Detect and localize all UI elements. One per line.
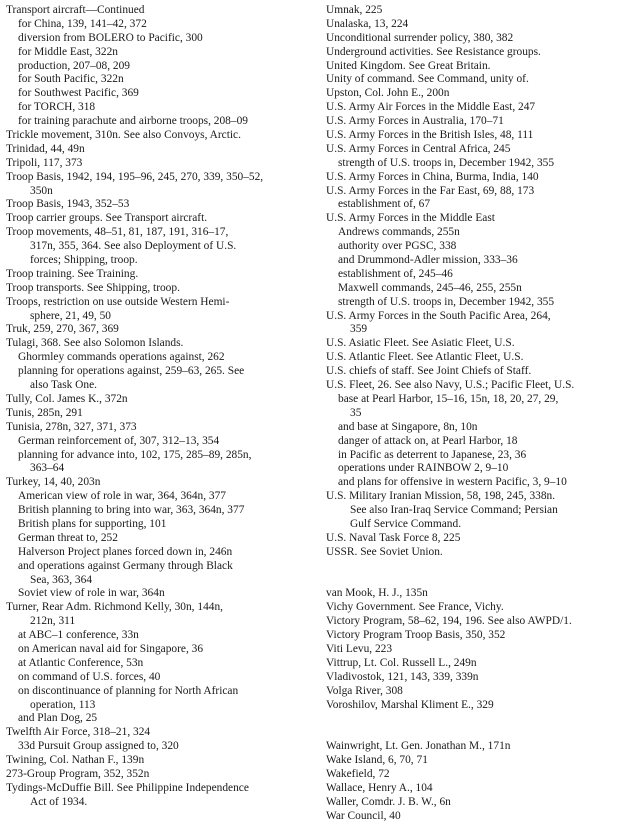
index-entry: Voroshilov, Marshal Kliment E., 329 xyxy=(326,698,494,711)
index-subentry: and plans for offensive in western Pacific, 3, 9–10 xyxy=(338,476,567,489)
index-entry: Unity of command. See Command, unity of. xyxy=(326,73,529,86)
index-entry: Tunisia, 278n, 327, 371, 373 xyxy=(6,420,137,433)
index-entry: Waller, Comdr. J. B. W., 6n xyxy=(326,795,451,808)
index-entry: Victory Program, 58–62, 194, 196. See also AWPD/1. xyxy=(326,615,572,628)
index-entry: Trickle movement, 310n. See also Convoys, Arctic. xyxy=(6,129,241,142)
index-entry: Wallace, Henry A., 104 xyxy=(326,781,433,794)
index-subentry: on discontinuance of planning for North African xyxy=(18,684,239,697)
index-entry: Wainwright, Lt. Gen. Jonathan M., 171n xyxy=(326,740,511,753)
index-subentry: on American naval aid for Singapore, 36 xyxy=(18,642,204,655)
index-section-v xyxy=(326,587,634,712)
index-entry: Tripoli, 117, 373 xyxy=(6,156,83,169)
index-subentry: German threat to, 252 xyxy=(18,531,118,544)
index-subentry: and operations against Germany through Black xyxy=(18,559,233,572)
index-subentry: 350n xyxy=(30,184,53,197)
index-subentry: for China, 139, 141–42, 372 xyxy=(18,17,147,30)
index-subentry: 359 xyxy=(350,323,368,336)
index-entry: U.S. Army Forces in Central Africa, 245 xyxy=(326,142,511,155)
index-subentry: Act of 1934. xyxy=(30,795,88,808)
index-subentry: and Plan Dog, 25 xyxy=(18,712,98,725)
index-entry: U.S. Army Forces in the Far East, 69, 88, 173 xyxy=(326,184,535,197)
index-subentry: Soviet view of role in war, 364n xyxy=(18,587,165,600)
index-section-w xyxy=(326,740,634,823)
index-entry: Tydings-McDuffie Bill. See Philippine Independence xyxy=(6,781,249,794)
index-entry: Turner, Rear Adm. Richmond Kelly, 30n, 144n, xyxy=(6,601,224,614)
index-entry: Vichy Government. See France, Vichy. xyxy=(326,601,504,614)
index-entry: U.S. Atlantic Fleet. See Atlantic Fleet, U.S. xyxy=(326,351,524,364)
index-subentry: strength of U.S. troops in, December 1942, 355 xyxy=(338,156,555,169)
index-subentry: 363–64 xyxy=(30,462,65,475)
index-subentry: 35 xyxy=(350,406,362,419)
index-subentry: establishment of, 245–46 xyxy=(338,267,453,280)
index-subentry: at ABC–1 conference, 33n xyxy=(18,629,139,642)
index-entry: Victory Program Troop Basis, 350, 352 xyxy=(326,629,506,642)
index-subentry: production, 207–08, 209 xyxy=(18,59,130,72)
index-entry: Turkey, 14, 40, 203n xyxy=(6,476,101,489)
index-subentry: Sea, 363, 364 xyxy=(30,573,93,586)
index-entry: Wakefield, 72 xyxy=(326,768,390,781)
index-entry: Unconditional surrender policy, 380, 382 xyxy=(326,31,514,44)
index-entry: van Mook, H. J., 135n xyxy=(326,587,428,600)
index-subentry: at Atlantic Conference, 53n xyxy=(18,656,144,669)
index-section-u xyxy=(326,4,634,560)
index-entry: Volga River, 308 xyxy=(326,684,403,697)
index-entry: U.S. Military Iranian Mission, 58, 198, 245, 338n. xyxy=(326,490,556,503)
index-subentry: for Middle East, 322n xyxy=(18,45,118,58)
index-entry: U.S. chiefs of staff. See Joint Chiefs of Staff. xyxy=(326,365,532,378)
index-subentry: establishment of, 67 xyxy=(338,198,431,211)
index-entry: Troop carrier groups. See Transport aircraft. xyxy=(6,212,208,225)
section-gap xyxy=(326,560,634,588)
index-entry: U.S. Asiatic Fleet. See Asiatic Fleet, U.S. xyxy=(326,337,515,350)
index-entry: Unalaska, 13, 224 xyxy=(326,17,409,30)
index-subentry: planning for advance into, 102, 175, 285–89, 285n, xyxy=(18,448,252,461)
index-subentry: British planning to bring into war, 363, 364n, 377 xyxy=(18,504,245,517)
index-entry: War Council, 40 xyxy=(326,809,401,822)
index-entry: U.S. Army Forces in China, Burma, India, 140 xyxy=(326,170,539,183)
index-subentry: Andrews commands, 255n xyxy=(338,226,460,239)
index-subentry: danger of attack on, at Pearl Harbor, 18 xyxy=(338,434,518,447)
index-subentry: and Drummond-Adler mission, 333–36 xyxy=(338,254,518,267)
index-subentry: in Pacific as deterrent to Japanese, 23, 36 xyxy=(338,448,527,461)
index-entry: Tully, Col. James K., 372n xyxy=(6,392,128,405)
index-entry: Trinidad, 44, 49n xyxy=(6,142,85,155)
index-entry: United Kingdom. See Great Britain. xyxy=(326,59,491,72)
index-subentry: authority over PGSC, 338 xyxy=(338,240,457,253)
index-subentry: and base at Singapore, 8n, 10n xyxy=(338,420,478,433)
index-entry: U.S. Army Forces in the British Isles, 48, 111 xyxy=(326,129,534,142)
index-entry: Tunis, 285n, 291 xyxy=(6,406,83,419)
index-column-right xyxy=(326,4,634,824)
index-subentry: planning for operations against, 259–63, 265. See xyxy=(18,365,245,378)
index-subentry: Maxwell commands, 245–46, 255, 255n xyxy=(338,281,522,294)
index-subentry: for TORCH, 318 xyxy=(18,101,96,114)
index-entry: Truk, 259, 270, 367, 369 xyxy=(6,323,119,336)
index-entry: Troop Basis, 1943, 352–53 xyxy=(6,198,130,211)
index-entry: U.S. Army Forces in Australia, 170–71 xyxy=(326,115,504,128)
index-subentry: also Task One. xyxy=(30,379,98,392)
index-entry: U.S. Army Forces in the South Pacific Area, 264, xyxy=(326,309,551,322)
index-entry: Troop movements, 48–51, 81, 187, 191, 316–17, xyxy=(6,226,229,239)
index-entry: USSR. See Soviet Union. xyxy=(326,545,443,558)
index-entry: Troops, restriction on use outside Western Hemi- xyxy=(6,295,230,308)
index-subentry: British plans for supporting, 101 xyxy=(18,517,167,530)
index-entry: Vittrup, Lt. Col. Russell L., 249n xyxy=(326,656,477,669)
index-entry: Troop training. See Training. xyxy=(6,267,139,280)
index-entry: Underground activities. See Resistance groups. xyxy=(326,45,541,58)
index-entry: Troop transports. See Shipping, troop. xyxy=(6,281,180,294)
index-subentry: for training parachute and airborne troops, 208–09 xyxy=(18,115,248,128)
index-subentry: operations under RAINBOW 2, 9–10 xyxy=(338,462,509,475)
index-entry: U.S. Naval Task Force 8, 225 xyxy=(326,531,461,544)
index-subentry: German reinforcement of, 307, 312–13, 354 xyxy=(18,434,220,447)
index-entry: Tulagi, 368. See also Solomon Islands. xyxy=(6,337,184,350)
index-subentry: American view of role in war, 364, 364n, 377 xyxy=(18,490,227,503)
index-subentry: 212n, 311 xyxy=(30,615,76,628)
index-subentry: strength of U.S. troops in, December 1942, 355 xyxy=(338,295,555,308)
index-subentry: Gulf Service Command. xyxy=(350,517,462,530)
index-entry: Twining, Col. Nathan F., 139n xyxy=(6,754,145,767)
index-entry: Wake Island, 6, 70, 71 xyxy=(326,754,428,767)
index-entry: U.S. Army Air Forces in the Middle East, 247 xyxy=(326,101,536,114)
index-column-left xyxy=(6,4,314,810)
index-entry: Viti Levu, 223 xyxy=(326,642,393,655)
index-subentry: Halverson Project planes forced down in, 246n xyxy=(18,545,233,558)
index-entry: 273-Group Program, 352, 352n xyxy=(6,767,150,780)
index-subentry: for South Pacific, 322n xyxy=(18,73,124,86)
index-entry: U.S. Fleet, 26. See also Navy, U.S.; Pacific Fleet, U.S. xyxy=(326,379,575,392)
index-subentry: base at Pearl Harbor, 15–16, 15n, 18, 20, 27, 29, xyxy=(338,392,559,405)
index-entry: Upston, Col. John E., 200n xyxy=(326,87,450,100)
index-entry: Transport aircraft—Continued xyxy=(6,4,145,16)
index-subentry: diversion from BOLERO to Pacific, 300 xyxy=(18,31,203,44)
index-subentry: Ghormley commands operations against, 262 xyxy=(18,351,225,364)
index-subentry: for Southwest Pacific, 369 xyxy=(18,87,139,100)
index-subentry: sphere, 21, 49, 50 xyxy=(30,309,111,322)
index-entry: Troop Basis, 1942, 194, 195–96, 245, 270, 339, 350–52, xyxy=(6,170,264,183)
index-subentry: 317n, 355, 364. See also Deployment of U.S. xyxy=(30,240,237,253)
index-subentry: on command of U.S. forces, 40 xyxy=(18,670,161,683)
index-entry: U.S. Army Forces in the Middle East xyxy=(326,212,495,225)
index-subentry: operation, 113 xyxy=(30,698,96,711)
index-subentry: See also Iran-Iraq Service Command; Persian xyxy=(350,504,558,517)
index-entry: Twelfth Air Force, 318–21, 324 xyxy=(6,726,151,739)
index-subentry: forces; Shipping, troop. xyxy=(30,254,138,267)
index-entry: Vladivostok, 121, 143, 339, 339n xyxy=(326,670,479,683)
section-gap xyxy=(326,712,634,740)
index-subentry: 33d Pursuit Group assigned to, 320 xyxy=(18,740,179,753)
index-entry: Umnak, 225 xyxy=(326,4,383,16)
